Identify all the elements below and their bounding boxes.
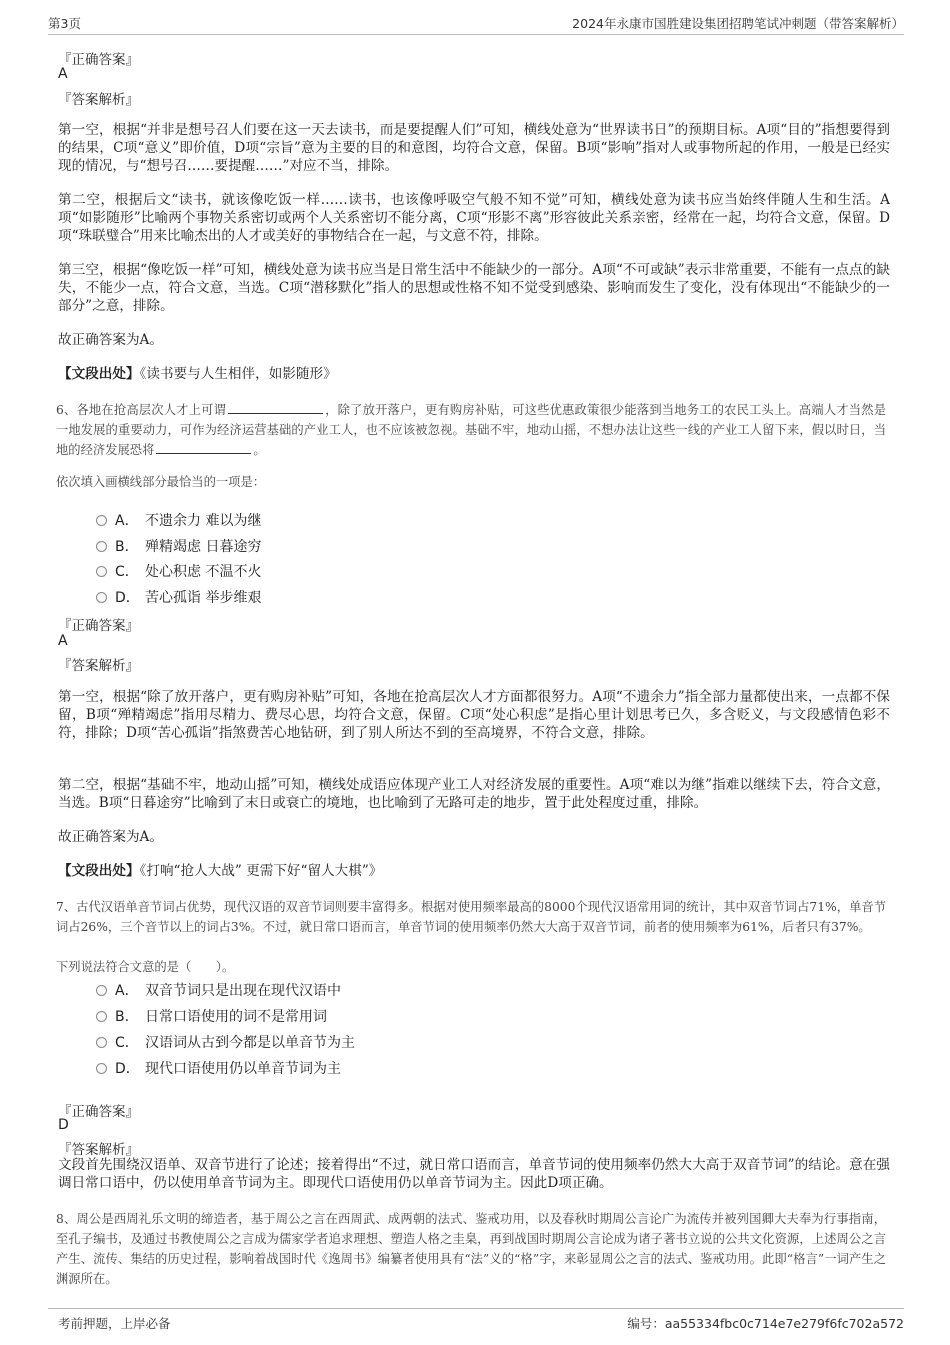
option-letter: A． — [115, 983, 139, 999]
q5-answer-label: 『正确答案』 — [58, 52, 139, 68]
option-text: 苦心孤诣 举步维艰 — [145, 590, 262, 606]
option-letter: A． — [115, 513, 139, 529]
q6-prompt: 依次填入画横线部分最恰当的一项是： — [56, 475, 266, 489]
q5-analysis-label: 『答案解析』 — [58, 92, 139, 108]
q6-option-d[interactable] — [96, 587, 261, 607]
q7-answer: D — [58, 1117, 69, 1133]
q5-answer: A — [58, 66, 68, 82]
q6-stem — [56, 400, 886, 460]
option-text: 汉语词从古到今都是以单音节为主 — [145, 1035, 355, 1051]
radio-icon[interactable] — [96, 1037, 107, 1048]
option-letter: C． — [115, 564, 139, 580]
radio-icon[interactable] — [96, 592, 107, 603]
q7-answer-label: 『正确答案』 — [58, 1104, 139, 1120]
q6-answer-label: 『正确答案』 — [58, 618, 139, 634]
q7-stem: 7、古代汉语单音节词占优势，现代汉语的双音节词则要丰富得多。根据对使用频率最高的8000个现代汉语常用词的统计，其中双音节词占71%，单音节词占26%，三个音节以上的词占3%。不过，就日常口语而言，单音节词的使用频率仍然大大高于双音节词，前者的使用频率为61%，后者只有37%。 — [56, 900, 886, 934]
radio-icon[interactable] — [96, 541, 107, 552]
q6-conclusion: 故正确答案为A。 — [58, 829, 163, 845]
q5-analysis-p2: 第二空，根据后文“读书，就该像吃饭一样……读书，也该像呼吸空气般不知不觉”可知，横线处意为读书应当始终伴随人生和生活。A项“如影随形”比喻两个事物关系密切或两个人关系密切不能分离，C项“形影不离”形容彼此关系亲密，经常在一起，均符合文意，保留。D项“珠联璧合”用来比喻杰出的人才或美好的事物结合在一起，与文意不符，排除。 — [58, 192, 890, 244]
footer-slogan: 考前押题，上岸必备 — [58, 1316, 171, 1331]
radio-icon[interactable] — [96, 1063, 107, 1074]
radio-icon[interactable] — [96, 985, 107, 996]
q6-stem-part-2: ，除了放开落户，更有购房补贴，可这些优惠政策很少能落到当地务工的农民工头上。高端人才当然是一地发展的重要动力，可作为经济运营基础的产业工人，也不应该被忽视。基础不牢，地动山摇，不想办法让这些一线的产业工人留下来，假以时日，当地的经济发展恐将 — [56, 403, 886, 457]
option-text: 不遗余力 难以为继 — [145, 513, 262, 529]
q7-option-b[interactable] — [96, 1006, 327, 1026]
q6-stem-part-3: 。 — [253, 443, 266, 457]
q7-option-c[interactable] — [96, 1032, 355, 1052]
radio-icon[interactable] — [96, 566, 107, 577]
option-text: 处心积虑 不温不火 — [145, 564, 262, 580]
q6-analysis-p1: 第一空，根据“除了放开落户，更有购房补贴”可知，各地在抢高层次人才方面都很努力。A项“不遗余力”指全部力量都使出来，一点都不保留，B项“殚精竭虑”指用尽精力、费尽心思，均符合文意，保留。C项“处心积虑”是指心里计划思考已久，多含贬义，与文段感情色彩不符，排除；D项“苦心孤诣”指煞费苦心地钻研，到了别人所达不到的至高境界，不符合文意，排除。 — [58, 689, 890, 741]
document-code: 编号：aa55334fbc0c714e7e279f6fc702a572 — [627, 1316, 904, 1331]
q6-option-b[interactable] — [96, 536, 261, 556]
option-letter: D． — [115, 590, 140, 606]
q5-conclusion: 故正确答案为A。 — [58, 332, 163, 348]
q5-analysis-p3: 第三空，根据“像吃饭一样”可知，横线处意为读书应当是日常生活中不能缺少的一部分。A项“不可或缺”表示非常重要，不能有一点点的缺失，不能少一点，符合文意，当选。C项“潜移默化”指人的思想或性格不知不觉受到感染、影响而发生了变化，没有体现出“不能缺少的一部分”之意，排除。 — [58, 262, 890, 314]
q5-source-title: 《读书要与人生相伴，如影随形》 — [139, 366, 337, 382]
q6-blank-1 — [228, 400, 323, 414]
q6-option-c[interactable] — [96, 561, 261, 581]
document-title: 2024年永康市国胜建设集团招聘笔试冲刺题（带答案解析） — [572, 16, 904, 31]
q6-answer: A — [58, 633, 68, 649]
q7-analysis-label: 『答案解析』 — [58, 1142, 139, 1158]
radio-icon[interactable] — [96, 1011, 107, 1022]
option-text: 现代口语使用仍以单音节词为主 — [145, 1061, 341, 1077]
q5-source-label: 【文段出处】 — [58, 366, 140, 382]
option-text: 日常口语使用的词不是常用词 — [145, 1009, 327, 1025]
q7-option-a[interactable] — [96, 980, 341, 1000]
q8-stem: 8、周公是西周礼乐文明的缔造者，基于周公之言在西周武、成两朝的法式、鉴戒功用，以及春秋时期周公言论广为流传并被列国卿大夫奉为行事指南，至孔子编书，及通过书教使周公之言成为儒家学者追求理想、塑造人格之圭臬，再到战国时期周公言论成为诸子著书立说的公共文化资源，上述周公之言产生、流传、集结的历史过程，影响着战国时代《逸周书》编纂者使用具有“法”义的“格”字，来彰显周公之言的法式、鉴戒功用。此即“格言”一词产生之渊源所在。 — [56, 1212, 886, 1286]
q5-source — [58, 365, 890, 383]
option-text: 殚精竭虑 日暮途穷 — [145, 539, 262, 555]
q6-analysis-p2: 第二空，根据“基础不牢，地动山摇”可知，横线处成语应体现产业工人对经济发展的重要性。A项“难以为继”指难以继续下去，符合文意，当选。B项“日暮途穷”比喻到了末日或衰亡的境地，也比喻到了无路可走的地步，置于此处程度过重，排除。 — [58, 777, 890, 811]
option-letter: D． — [115, 1061, 140, 1077]
option-text: 双音节词只是出现在现代汉语中 — [145, 983, 341, 999]
q5-analysis-p1: 第一空，根据“并非是想号召人们要在这一天去读书，而是要提醒人们”可知，横线处意为“世界读书日”的预期目标。A项“目的”指想要得到的结果，C项“意义”即价值，D项“宗旨”意为主要的目的和意图，均符合文意，保留。B项“影响”指对人或事物所起的作用，一般是已经实现的情况，与“想号召……要提醒……”对应不当，排除。 — [58, 122, 890, 174]
q6-option-a[interactable] — [96, 510, 261, 530]
page-header — [48, 12, 904, 35]
q6-source-label: 【文段出处】 — [58, 863, 140, 879]
q7-prompt: 下列说法符合文意的是（ ）。 — [56, 960, 235, 974]
page-footer — [48, 1308, 904, 1339]
radio-icon[interactable] — [96, 515, 107, 526]
option-letter: B． — [115, 1009, 139, 1025]
q7-option-d[interactable] — [96, 1058, 341, 1078]
q6-stem-part-1: 6、各地在抢高层次人才上可谓 — [56, 403, 227, 417]
q6-blank-2 — [156, 440, 251, 454]
q6-source-title: 《打响“抢人大战” 更需下好“留人大棋”》 — [139, 863, 383, 879]
option-letter: C． — [115, 1035, 139, 1051]
q7-analysis-p1: 文段首先围绕汉语单、双音节进行了论述；接着得出“不过，就日常口语而言，单音节词的使用频率仍然大大高于双音节词”的结论。意在强调日常口语中，仍以使用单音节词为主。即现代口语使用仍以单音节词为主。因此D项正确。 — [58, 1157, 890, 1191]
option-letter: B． — [115, 539, 139, 555]
q6-analysis-label: 『答案解析』 — [58, 658, 139, 674]
q6-source — [58, 862, 890, 880]
page-number: 第3页 — [48, 16, 81, 31]
